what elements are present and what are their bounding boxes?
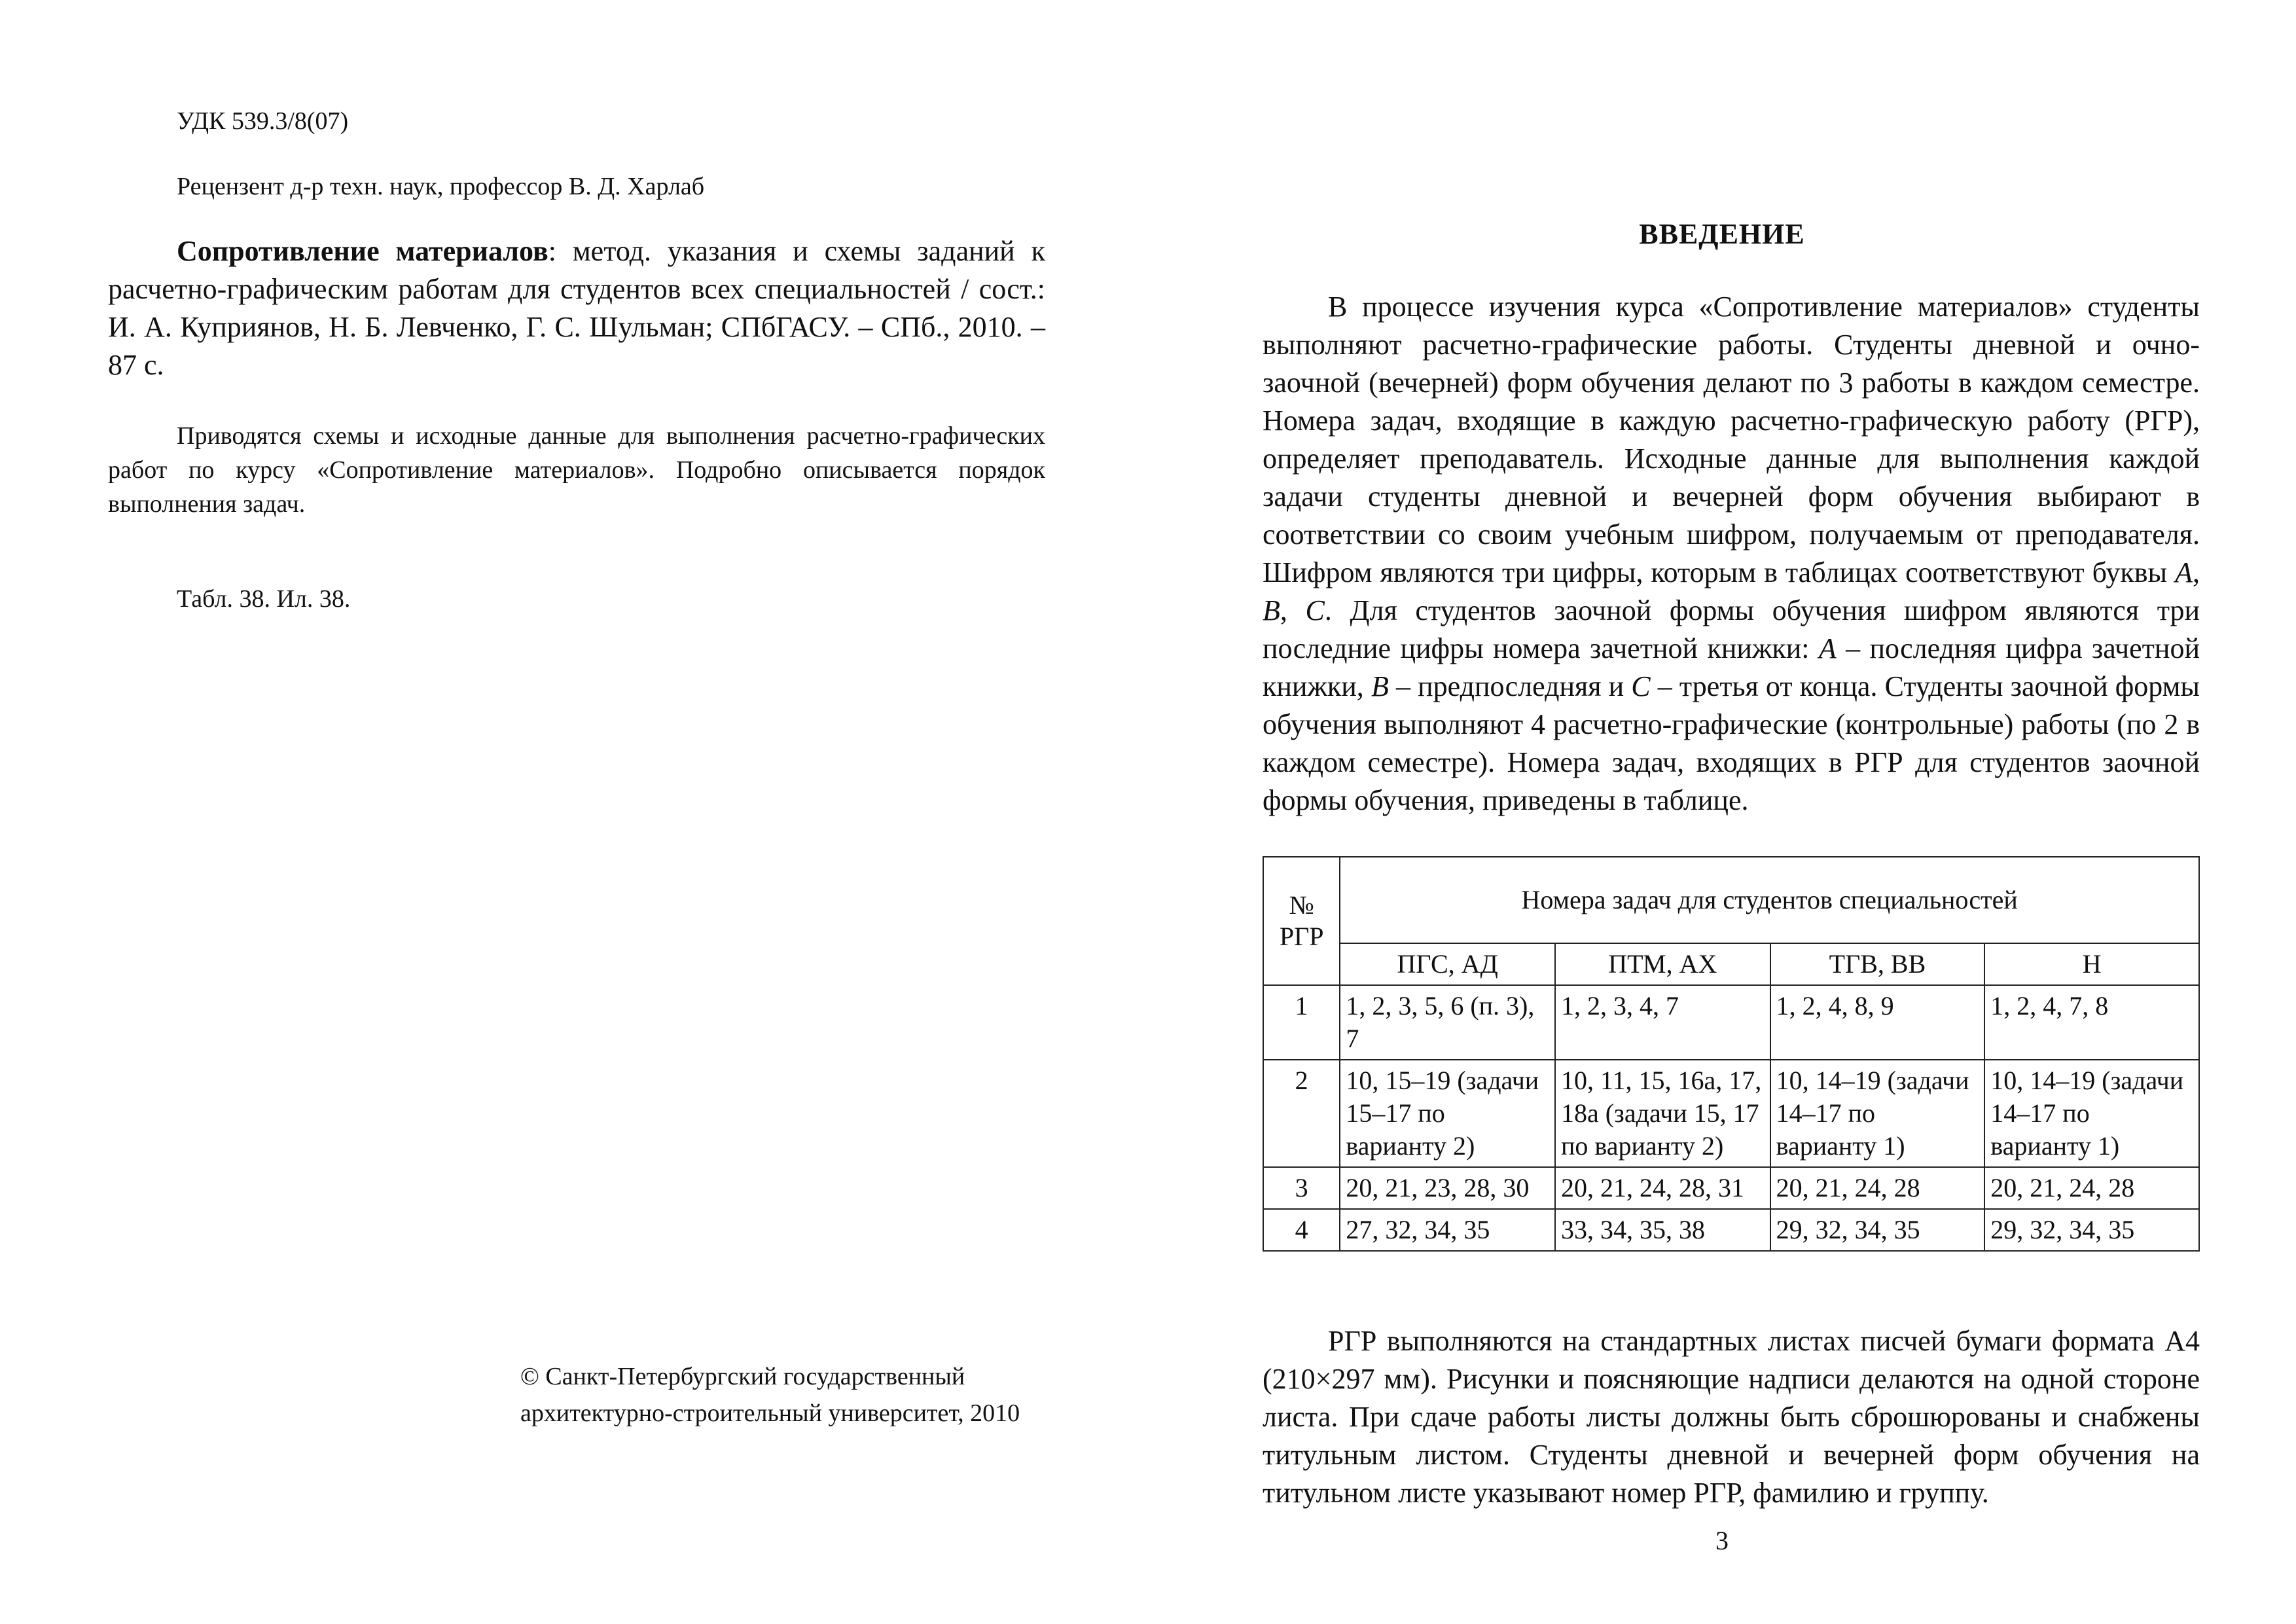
table-cell: 33, 34, 35, 38 [1555, 1209, 1770, 1251]
tasks-table [1263, 856, 2200, 1252]
table-cell: 1, 2, 4, 7, 8 [1984, 985, 2199, 1060]
outro-paragraph: РГР выполняются на стандартных листах писчей бумаги формата А4 (210×297 мм). Рисунки и поясняющие надписи делаются на одной стороне листа. При сдаче работы листы должны быть сброшюрованы и снабжены титульным листом. Студенты дневной и вечерней форм обучения на титульном листе указывают номер РГР, фамилию и группу. [1263, 1325, 2200, 1509]
letter-c-2: C [1631, 670, 1651, 702]
rgr-number: 3 [1263, 1167, 1340, 1209]
rgr-column-header [1263, 857, 1340, 985]
right-page [1148, 0, 2296, 1624]
table-cell: 29, 32, 34, 35 [1984, 1209, 2199, 1251]
intro-paragraph [1263, 288, 2200, 820]
table-cell: 10, 15–19 (задачи 15–17 по варианту 2) [1340, 1060, 1555, 1167]
specialty-header: ПТМ, АХ [1555, 943, 1770, 985]
intro-text-3: – последняя цифра зачетной книжки, [1263, 632, 2200, 702]
letter-a-2: A [1818, 632, 1837, 664]
table-cell: 10, 11, 15, 16а, 17, 18а (задачи 15, 17 по варианту 2) [1555, 1060, 1770, 1167]
page-number: 3 [1715, 1526, 1729, 1555]
table-row [1263, 1167, 2199, 1209]
intro-text-5: – третья от конца. Студенты заочной формы обучения выполняют 4 расчетно-графические (контрольные) работы (по 2 в каждом семестре). Номера задач, входящих в РГР для студентов заочной формы обучения, приведены в таблице. [1263, 670, 2200, 816]
table-row [1263, 985, 2199, 1060]
table-cell: 27, 32, 34, 35 [1340, 1209, 1555, 1251]
table-cell: 20, 21, 24, 28, 31 [1555, 1167, 1770, 1209]
letter-c: C [1305, 594, 1325, 626]
tables-illustrations-count: Табл. 38. Ил. 38. [177, 585, 351, 613]
reviewer-line: Рецензент д-р техн. наук, профессор В. Д. Харлаб [177, 173, 705, 200]
intro-text-2: . Для студентов заочной формы обучения шифром являются три последние цифры номера зачетной книжки: [1263, 594, 2200, 664]
copyright-line-2: архитектурно-строительный университет, 2010 [520, 1399, 1020, 1427]
udk-code: УДК 539.3/8(07) [177, 107, 349, 135]
letter-b-2: B [1371, 670, 1389, 702]
rgr-number: 4 [1263, 1209, 1340, 1251]
specialty-header: ТГВ, ВВ [1770, 943, 1985, 985]
table-cell: 20, 21, 24, 28 [1770, 1167, 1985, 1209]
table-cell: 10, 14–19 (задачи 14–17 по варианту 1) [1984, 1060, 2199, 1167]
table-cell: 29, 32, 34, 35 [1770, 1209, 1985, 1251]
table-cell: 1, 2, 4, 8, 9 [1770, 985, 1985, 1060]
letter-a: A [2175, 556, 2193, 588]
table-row [1263, 1060, 2199, 1167]
bib-details: : метод. указания и схемы заданий к расчетно-графическим работам для студентов всех специальностей / сост.: И. А. Куприянов, Н. Б. Левченко, Г. С. Шульман; СПбГАСУ. – СПб., 2010. – 87 с. [108, 235, 1045, 381]
specialty-header: Н [1984, 943, 2199, 985]
table-cell: 1, 2, 3, 4, 7 [1555, 985, 1770, 1060]
bib-title: Сопротивление материалов [177, 235, 548, 267]
table-header-row [1263, 857, 2199, 943]
table-row [1263, 1209, 2199, 1251]
table-cell: 1, 2, 3, 5, 6 (п. 3), 7 [1340, 985, 1555, 1060]
specialties-group-header: Номера задач для студентов специальностей [1340, 857, 2199, 943]
rgr-number: 2 [1263, 1060, 1340, 1167]
copyright-line-1: © Санкт-Петербургский государственный [520, 1363, 965, 1390]
rgr-number: 1 [1263, 985, 1340, 1060]
table-cell: 10, 14–19 (задачи 14–17 по варианту 1) [1770, 1060, 1985, 1167]
copyright [520, 1358, 1020, 1432]
abstract: Приводятся схемы и исходные данные для выполнения расчетно-графических работ по курсу «Сопротивление материалов». Подробно описывается порядок выполнения задач. [108, 422, 1045, 518]
intro-text-4: – предпоследняя и [1388, 670, 1632, 702]
letter-b: B [1263, 594, 1280, 626]
specialty-header: ПГС, АД [1340, 943, 1555, 985]
intro-sep-2: , [1280, 594, 1306, 626]
specialties-header-row [1263, 943, 2199, 985]
section-heading: ВВЕДЕНИЕ [1639, 218, 1805, 250]
intro-text-1: В процессе изучения курса «Сопротивление материалов» студенты выполняют расчетно-графические работы. Студенты дневной и очно-заочной (вечерней) форм обучения делают по 3 работы в каждом семестре. Номера задач, входящие в каждую расчетно-графическую работу (РГР), определяет преподаватель. Исходные данные для выполнения каждой задачи студенты дневной и вечерней форм обучения выбирают в соответствии со своим учебным шифром, получаемым от преподавателя. Шифром являются три цифры, которым в таблицах соответствуют буквы [1263, 291, 2200, 588]
table-cell: 20, 21, 23, 28, 30 [1340, 1167, 1555, 1209]
intro-sep-1: , [2193, 556, 2200, 588]
rgr-header-number-sign: № [1289, 890, 1314, 920]
rgr-header-label: РГР [1279, 922, 1324, 951]
table-cell: 20, 21, 24, 28 [1984, 1167, 2199, 1209]
bibliographic-record [108, 232, 1045, 384]
